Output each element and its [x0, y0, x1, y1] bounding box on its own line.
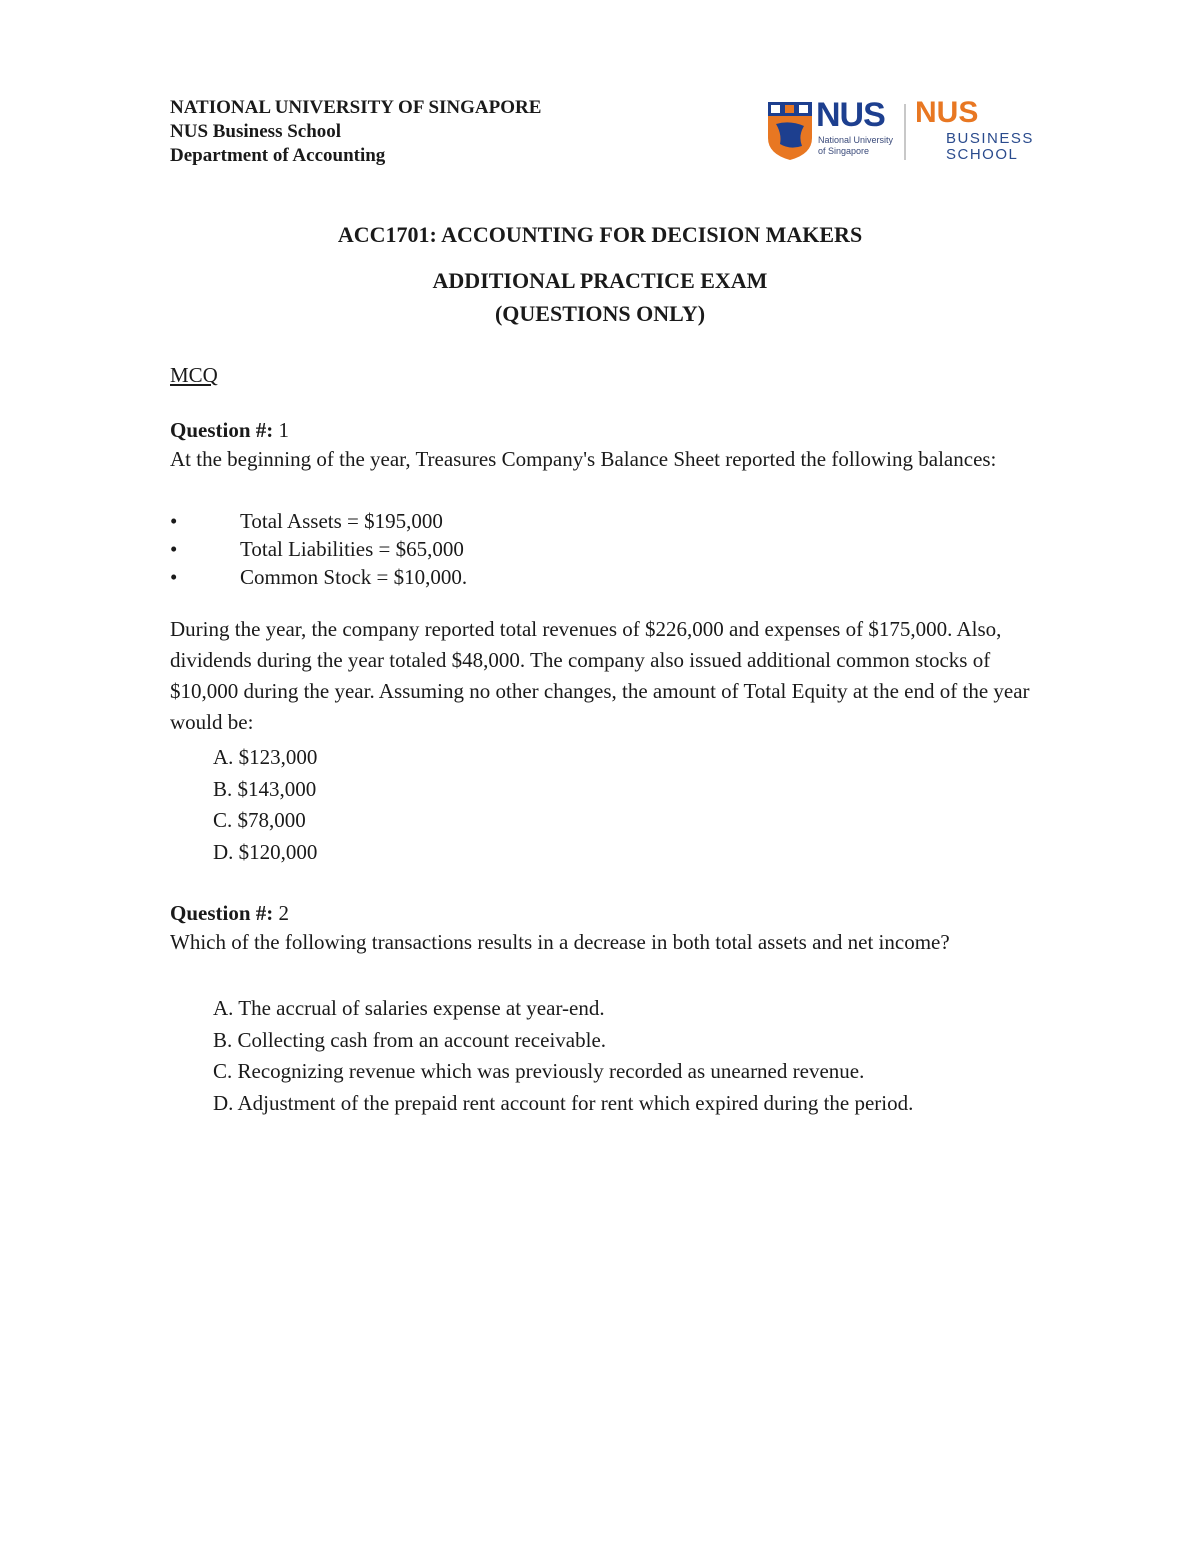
exam-title: ADDITIONAL PRACTICE EXAM [432, 268, 768, 293]
nus-subtitle-line1: National University [818, 135, 894, 145]
option-d: D. Adjustment of the prepaid rent account for rent which expired during the period. [213, 1090, 914, 1115]
nus-business-wordmark: NUS [915, 96, 979, 129]
nus-subtitle-line2: of Singapore [818, 146, 870, 156]
list-item-text: Common Stock = $10,000. [240, 565, 468, 589]
question-1-body: During the year, the company reported total revenues of $226,000 and expenses of $175,000. Also, dividends during the year totaled $48,000. The company also issued additional common stocks of $10,000 during the year. Assuming no other changes, the amount of Total Equity at the end of the year would be: [170, 617, 1030, 734]
university-name: NATIONAL UNIVERSITY OF SINGAPORE [170, 97, 542, 118]
bullet-icon: • [170, 565, 178, 589]
question-label: Question #: [170, 901, 274, 925]
option-c: C. $78,000 [213, 808, 306, 832]
option-a: A. $123,000 [213, 745, 318, 769]
list-item-text: Total Liabilities = $65,000 [240, 537, 464, 561]
section-heading: MCQ [170, 363, 218, 387]
question-2-options [213, 993, 913, 1119]
option-d: D. $120,000 [213, 839, 318, 864]
question-1-options [213, 742, 317, 868]
question-2-heading [170, 901, 289, 926]
question-number: 1 [278, 418, 290, 442]
question-number: 2 [278, 901, 290, 925]
nus-business-school-logo [768, 96, 1034, 164]
question-1-heading [170, 418, 289, 443]
business-label: BUSINESS [946, 130, 1034, 147]
school-label: SCHOOL [946, 146, 1019, 163]
nus-wordmark: NUS [816, 96, 885, 134]
logo-divider [904, 104, 906, 160]
option-b: B. $143,000 [213, 776, 317, 801]
department-name: Department of Accounting [170, 145, 386, 166]
option-a: A. The accrual of salaries expense at year-end. [213, 996, 605, 1020]
school-name: NUS Business School [170, 121, 342, 142]
institution-header [170, 96, 541, 168]
option-c: C. Recognizing revenue which was previously recorded as unearned revenue. [213, 1059, 865, 1083]
question-2-body: Which of the following transactions results in a decrease in both total assets and net income? [170, 930, 950, 954]
question-1-intro: At the beginning of the year, Treasures Company's Balance Sheet reported the following balances: [170, 447, 997, 471]
nus-crest-icon [768, 102, 812, 160]
course-title: ACC1701: ACCOUNTING FOR DECISION MAKERS [337, 222, 863, 247]
option-b: B. Collecting cash from an account receivable. [213, 1027, 607, 1052]
question-label: Question #: [170, 418, 274, 442]
bullet-icon: • [170, 509, 178, 533]
list-item-text: Total Assets = $195,000 [240, 509, 443, 533]
nus-subtitle [818, 135, 893, 157]
exam-subtitle: (QUESTIONS ONLY) [494, 301, 706, 326]
bullet-icon: • [170, 537, 178, 561]
